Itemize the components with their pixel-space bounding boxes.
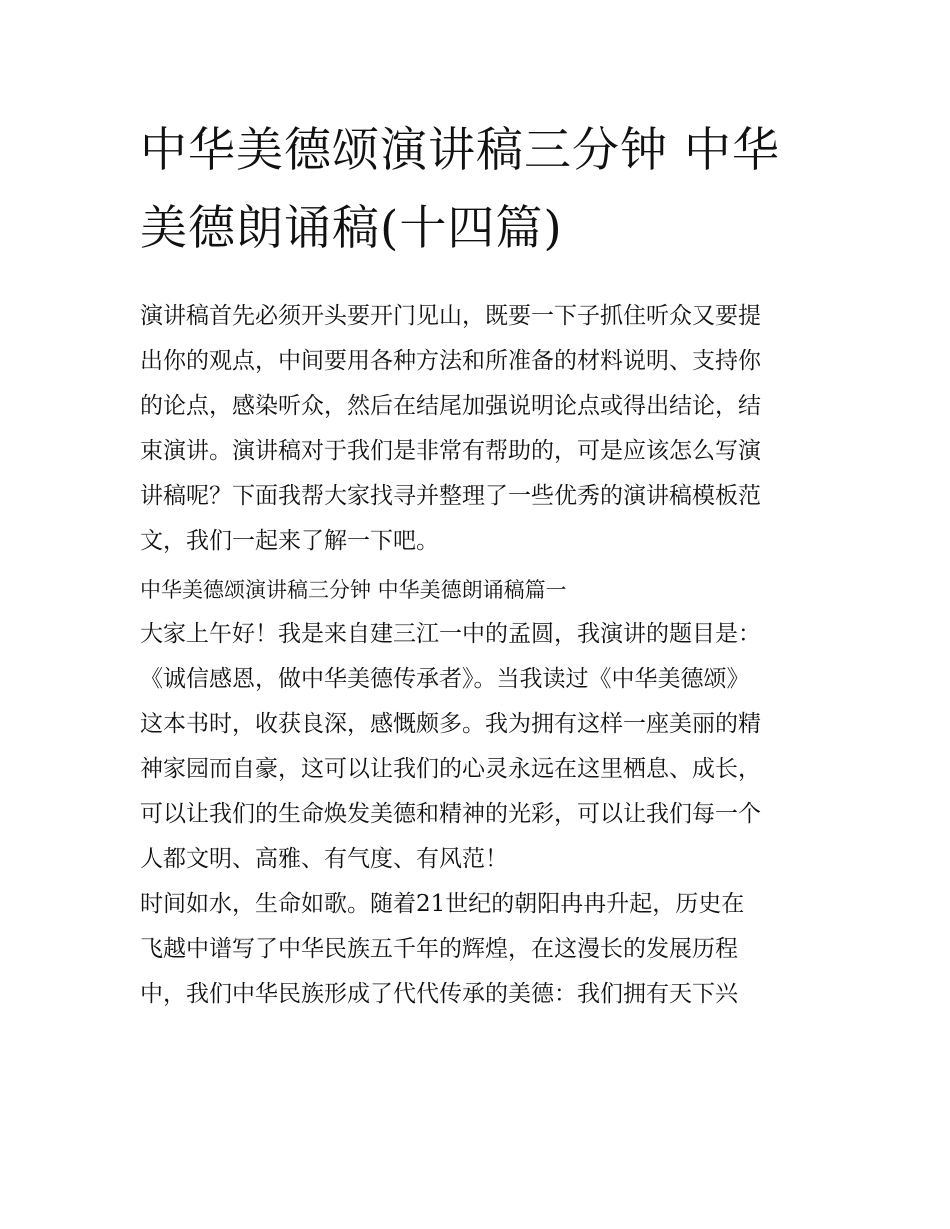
document-page [140, 112, 815, 1017]
document-title: 中华美德颂演讲稿三分钟 中华 美德朗诵稿(十四篇) [140, 123, 780, 256]
body-paragraph-2: 时间如水，生命如歌。随着21世纪的朝阳冉冉升起，历史在 飞越中谱写了中华民族五千年的辉煌，在这漫长的发展历程 中，我们中华民族形成了代代传承的美德：我们拥有天下兴 [140, 891, 745, 1007]
body-paragraph-1: 大家上午好！我是来自建三江一中的孟圆，我演讲的题目是： 《诚信感恩，做中华美德传承者》。当我读过《中华美德颂》 这本书时，收获良深，感慨颇多。我为拥有这样一座美丽的精 神家园而自豪，这可以让我们的心灵永远在这里栖息、成长， 可以让我们的生命焕发美德和精神的光彩，可以让我们每一个 人都文明、高雅、有气度、有风范！ [140, 621, 761, 872]
section-heading: 中华美德颂演讲稿三分钟 中华美德朗诵稿篇一 [140, 578, 567, 602]
intro-paragraph: 演讲稿首先必须开头要开门见山，既要一下子抓住听众又要提 出你的观点，中间要用各种方法和所准备的材料说明、支持你 的论点，感染听众，然后在结尾加强说明论点或得出结论，结 束演讲。演讲稿对于我们是非常有帮助的，可是应该怎么写演 讲稿呢？下面我帮大家找寻并整理了一些优秀的演讲稿模板范 文，我们一起来了解一下吧。 [140, 303, 761, 554]
